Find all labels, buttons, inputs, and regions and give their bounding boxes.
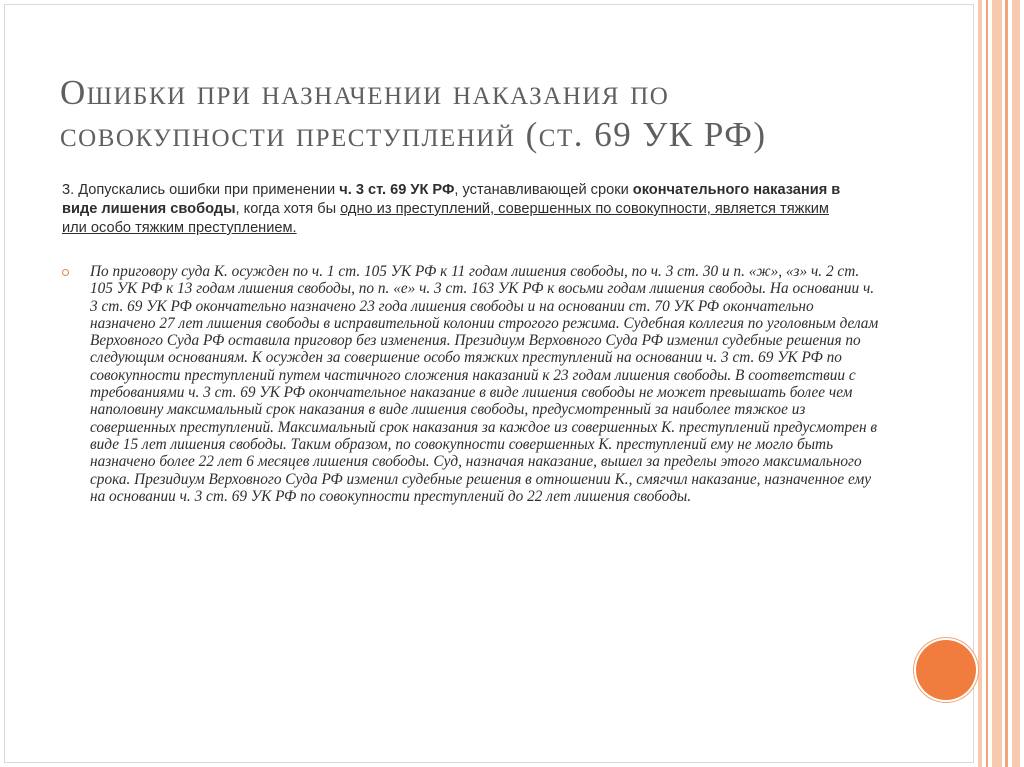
intro-text: , когда хотя бы: [235, 201, 341, 217]
intro-bold-phrase: окончательного наказания в виде лишения свободы: [62, 182, 841, 217]
title-line-1: Ошибки при назначении наказания по: [60, 73, 670, 112]
intro-paragraph: [62, 181, 852, 238]
intro-underlined-phrase: одно из преступлений, совершенных по совокупности, является тяжким или особо тяжким преступлением.: [62, 201, 829, 236]
slide-title: [60, 72, 920, 156]
intro-text: 3. Допускались ошибки при применении: [62, 182, 340, 198]
stripe: [1012, 0, 1020, 767]
intro-bold-reference: ч. 3 ст. 69 УК РФ: [339, 182, 455, 198]
hollow-circle-bullet-icon: [62, 269, 69, 276]
right-decorative-stripes: [976, 0, 1024, 767]
stripe: [978, 0, 982, 767]
stripe: [1005, 0, 1008, 767]
intro-text: , устанавливающей сроки: [454, 182, 633, 198]
orange-circle-decoration-icon: [916, 640, 976, 700]
bullet-item: [62, 263, 882, 505]
stripe: [992, 0, 1002, 767]
bullet-paragraph: По приговору суда К. осужден по ч. 1 ст. 105 УК РФ к 11 годам лишения свободы, по ч. 3 ст. 30 и п. «ж», «з» ч. 2 ст. 105 УК РФ к 13 годам лишения свободы, по п. «е» ч. 3 ст. 163 УК РФ к восьми годам лишения свободы. На основании ч. 3 ст. 69 УК РФ окончательно назначено 23 года лишения свободы и на основании ст. 70 УК РФ окончательно назначено 27 лет лишения свободы в исправительной колонии строгого режима. Судебная коллегия по уголовным делам Верховного Суда РФ оставила приговор без изменения. Президиум Верховного Суда РФ изменил судебные решения по следующим основаниям. К осужден за совершение особо тяжких преступлений на основании ч. 3 ст. 69 УК РФ по совокупности преступлений путем частичного сложения наказаний к 23 годам лишения свободы. В соответствии с требованиями ч. 3 ст. 69 УК РФ окончательное наказание в виде лишения свободы не может превышать более чем наполовину максимальный срок наказания в виде лишения свободы, предусмотренный за наиболее тяжкое из совершенных преступлений. Максимальный срок наказания за каждое из совершенных К. преступлений предусмотрен в виде 15 лет лишения свободы. Таким образом, по совокупности совершенных К. преступлений ему не могло быть назначено более 22 лет 6 месяцев лишения свободы. Суд, назначая наказание, вышел за пределы этого максимального срока. Президиум Верховного Суда РФ изменил судебные решения в отношении К., смягчил наказание, назначенное ему на основании ч. 3 ст. 69 УК РФ по совокупности преступлений до 22 лет лишения свободы.: [90, 263, 879, 505]
stripe: [986, 0, 988, 767]
title-line-2: совокупности преступлений (ст. 69 УК РФ): [60, 115, 767, 154]
